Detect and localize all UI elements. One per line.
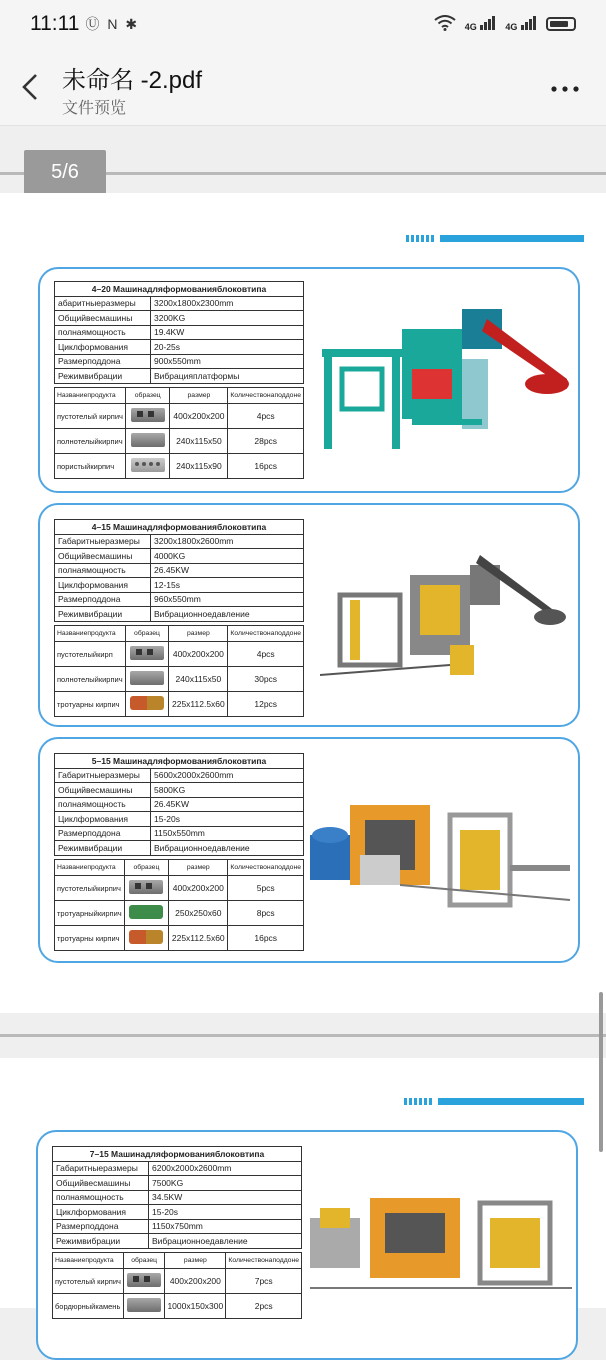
spec-table <box>54 281 304 384</box>
product-name: полнотелыйкирпич <box>55 667 126 692</box>
product-name: тротуарны кирпич <box>55 692 126 717</box>
spec-table <box>54 753 304 856</box>
status-bar <box>0 0 606 48</box>
product-size: 400x200x200 <box>170 404 228 429</box>
spec-key: Режимвибрации <box>55 841 151 856</box>
hollow-block-image <box>131 408 165 422</box>
back-button[interactable] <box>20 72 40 110</box>
spec-key: Циклформования <box>55 578 151 593</box>
spec-key: Общийвесмашины <box>55 549 151 564</box>
product-name: пористыйкирпич <box>55 454 126 479</box>
blue-stripe-decor <box>404 1098 434 1105</box>
scrollbar-thumb[interactable] <box>599 992 603 1152</box>
model-title: 7–15 Машинадляформованияблоковтипа <box>53 1147 302 1162</box>
spec-key: Габаритныеразмеры <box>53 1161 149 1176</box>
col-header: образец <box>123 1253 164 1269</box>
col-header: образец <box>125 626 169 642</box>
product-name: пустотелыйкирп <box>55 642 126 667</box>
spec-value: 15-20s <box>151 812 304 827</box>
product-qty: 30pcs <box>228 667 304 692</box>
page-separator <box>0 1034 606 1037</box>
product-size: 240x115x90 <box>170 454 228 479</box>
product-name: пустотелыйкирпич <box>55 876 125 901</box>
spec-key: Режимвибрации <box>55 607 151 622</box>
spec-value: 3200KG <box>151 311 304 326</box>
spec-key: Габаритныеразмеры <box>55 534 151 549</box>
product-size: 225x112.5x60 <box>169 926 228 951</box>
spec-value: Вибрацияплатформы <box>151 369 304 384</box>
machine-card-4-20 <box>38 267 580 493</box>
spec-value: 900x550mm <box>151 354 304 369</box>
spec-value: 7500KG <box>149 1176 302 1191</box>
col-header: Количествонаподдоне <box>228 626 304 642</box>
pdf-page-6 <box>0 1058 606 1311</box>
paver-image <box>129 930 163 944</box>
product-size: 250x250x60 <box>169 901 228 926</box>
product-size: 240x115x50 <box>169 667 228 692</box>
hollow-block-image <box>127 1273 161 1287</box>
network-type-1: 4G <box>464 21 477 32</box>
spec-value: 19.4KW <box>151 325 304 340</box>
spec-value: 26.45KW <box>151 797 304 812</box>
network-type-2: 4G <box>505 21 518 32</box>
spec-key: полнаямощность <box>55 325 151 340</box>
col-header: Количествонаподдоне <box>226 1253 302 1269</box>
spec-value: 3200x1800x2300mm <box>151 296 304 311</box>
product-qty: 16pcs <box>228 926 304 951</box>
spec-table <box>54 519 304 622</box>
page-indicator: 5/6 <box>24 150 106 194</box>
more-dots-icon <box>550 85 580 93</box>
clock: 11:11 <box>30 12 80 35</box>
spec-value: 6200x2000x2600mm <box>149 1161 302 1176</box>
spec-value: Вибрационноедавление <box>149 1234 302 1249</box>
col-header: образец <box>124 860 168 876</box>
spec-key: Циклформования <box>55 812 151 827</box>
blue-bar-decor <box>440 235 584 242</box>
machine-photo <box>310 545 576 695</box>
model-title: 4–20 Машинадляформованияблоковтипа <box>55 282 304 297</box>
col-header: Названиепродукта <box>55 860 125 876</box>
spec-key: Общийвесмашины <box>53 1176 149 1191</box>
product-table <box>54 625 304 717</box>
spec-key: Габаритныеразмеры <box>55 768 151 783</box>
app-header <box>0 48 606 126</box>
product-name: тротуарны кирпич <box>55 926 125 951</box>
hollow-block-image <box>130 646 164 660</box>
spec-key: Размерподдона <box>55 592 151 607</box>
col-header: Названиепродукта <box>55 388 126 404</box>
signal-icon <box>465 16 497 33</box>
spec-value: 960x550mm <box>151 592 304 607</box>
spec-value: 20-25s <box>151 340 304 355</box>
notification-icons: Ⓤ N ✱ <box>85 16 140 32</box>
product-size: 400x200x200 <box>169 876 228 901</box>
product-size: 1000x150x300 <box>165 1294 226 1319</box>
spec-key: Циклформования <box>53 1205 149 1220</box>
product-qty: 28pcs <box>228 429 304 454</box>
perforated-brick-image <box>131 458 165 472</box>
document-title: 未命名 -2.pdf <box>62 67 203 94</box>
machine-card-7-15 <box>36 1130 578 1360</box>
spec-key: Размерподдона <box>53 1219 149 1234</box>
solid-brick-image <box>130 671 164 685</box>
machine-card-4-15 <box>38 503 580 727</box>
blue-stripe-decor <box>406 235 436 242</box>
spec-key: полнаямощность <box>53 1190 149 1205</box>
product-qty: 4pcs <box>228 642 304 667</box>
machine-card-5-15 <box>38 737 580 963</box>
product-size: 240x115x50 <box>170 429 228 454</box>
col-header: размер <box>165 1253 226 1269</box>
spec-value: 4000KG <box>151 549 304 564</box>
product-name: тротуарныйкирпич <box>55 901 125 926</box>
col-header: размер <box>169 860 228 876</box>
spec-value: 26.45KW <box>151 563 304 578</box>
product-table <box>54 387 304 479</box>
product-table <box>54 859 304 951</box>
spec-value: 5600x2000x2600mm <box>151 768 304 783</box>
status-right <box>434 15 576 34</box>
spec-value: 5800KG <box>151 783 304 798</box>
spec-value: 12-15s <box>151 578 304 593</box>
spec-value: Вибрационноедавление <box>151 607 304 622</box>
col-header: Названиепродукта <box>55 626 126 642</box>
spec-key: Режимвибрации <box>53 1234 149 1249</box>
spec-key: абаритныеразмеры <box>55 296 151 311</box>
document-subtitle: 文件预览 <box>62 100 127 117</box>
product-name: пустотелый кирпич <box>55 404 126 429</box>
curb-stone-image <box>127 1298 161 1312</box>
product-size: 225x112.5x60 <box>169 692 228 717</box>
spec-value: 15-20s <box>149 1205 302 1220</box>
more-menu-button[interactable] <box>550 68 580 100</box>
product-qty: 16pcs <box>228 454 304 479</box>
model-title: 5–15 Машинадляформованияблоковтипа <box>55 754 304 769</box>
chevron-left-icon <box>20 72 40 102</box>
spec-key: Режимвибрации <box>55 369 151 384</box>
spec-key: полнаямощность <box>55 563 151 578</box>
hollow-block-image <box>129 880 163 894</box>
spec-value: 34.5KW <box>149 1190 302 1205</box>
solid-brick-image <box>131 433 165 447</box>
col-header: Количествонаподдоне <box>228 388 304 404</box>
product-qty: 2pcs <box>226 1294 302 1319</box>
spec-value: 1150x750mm <box>149 1219 302 1234</box>
paver-image <box>129 905 163 919</box>
product-name: полнотелыйкирпич <box>55 429 126 454</box>
col-header: Названиепродукта <box>53 1253 124 1269</box>
col-header: размер <box>170 388 228 404</box>
product-qty: 4pcs <box>228 404 304 429</box>
product-name: бордюрныйкамень <box>53 1294 124 1319</box>
product-name: пустотелый кирпич <box>53 1269 124 1294</box>
spec-key: Циклформования <box>55 340 151 355</box>
product-table <box>52 1252 302 1319</box>
col-header: Количествонаподдоне <box>228 860 304 876</box>
machine-photo <box>310 1188 572 1298</box>
paver-image <box>130 696 164 710</box>
product-qty: 5pcs <box>228 876 304 901</box>
col-header: размер <box>169 626 228 642</box>
spec-key: Размерподдона <box>55 354 151 369</box>
product-qty: 8pcs <box>228 901 304 926</box>
spec-key: Общийвесмашины <box>55 311 151 326</box>
battery-icon <box>546 17 576 31</box>
spec-value: 3200x1800x2600mm <box>151 534 304 549</box>
machine-photo <box>312 309 574 459</box>
spec-value: 1150x550mm <box>151 826 304 841</box>
spec-value: Вибрационноедавление <box>151 841 304 856</box>
product-qty: 7pcs <box>226 1269 302 1294</box>
product-qty: 12pcs <box>228 692 304 717</box>
pdf-page-5 <box>0 193 606 1013</box>
model-title: 4–15 Машинадляформованияблоковтипа <box>55 520 304 535</box>
spec-key: полнаямощность <box>55 797 151 812</box>
wifi-icon <box>434 15 456 34</box>
product-size: 400x200x200 <box>169 642 228 667</box>
signal-icon-2 <box>505 16 537 33</box>
blue-bar-decor <box>438 1098 584 1105</box>
spec-table <box>52 1146 302 1249</box>
col-header: образец <box>125 388 170 404</box>
product-size: 400x200x200 <box>165 1269 226 1294</box>
spec-key: Размерподдона <box>55 826 151 841</box>
machine-photo <box>310 795 576 925</box>
spec-key: Общийвесмашины <box>55 783 151 798</box>
